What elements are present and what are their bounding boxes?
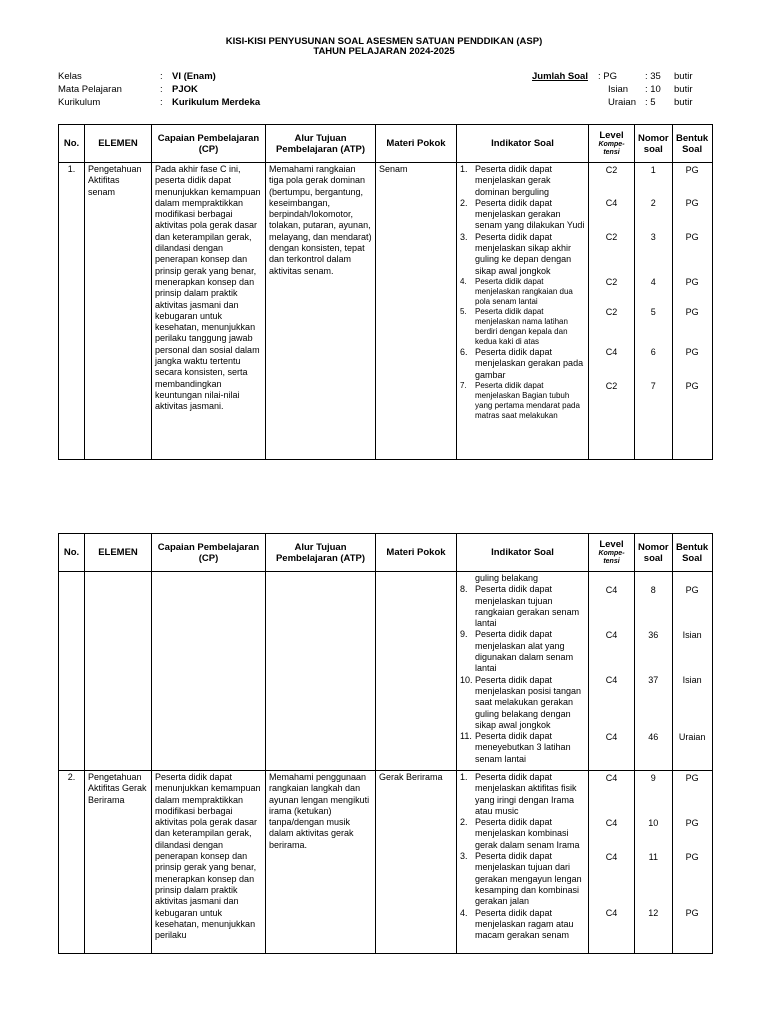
indicator-number: 8. — [460, 584, 468, 595]
indicator-number: 4. — [460, 907, 468, 918]
jumlah-soal-label: Jumlah Soal — [532, 71, 588, 82]
identity-block — [58, 70, 318, 110]
question-number: 4 — [650, 277, 656, 288]
indicator-item — [460, 198, 585, 232]
question-number: 36 — [648, 629, 659, 640]
indicator-text: Peserta didik dapat menjelaskan aktifitas fisik yang iringi dengan Irama atau music — [475, 772, 577, 816]
indicator-text: Peserta didik dapat menjelaskan Bagian tubuh yang pertama mendarat pada matras saat melakukan — [475, 380, 580, 420]
header-no: No. — [59, 125, 85, 163]
isian-label: Isian — [608, 84, 629, 95]
header-cp: Capaian Pembelajaran (CP) — [152, 125, 266, 163]
indicator-number: 10. — [460, 674, 473, 685]
kurikulum-value: Kurikulum Merdeka — [172, 97, 261, 108]
row-number: 1. — [59, 163, 85, 460]
indicator-text: Peserta didik dapat menjelaskan sikap akhir guling ke depan dengan sikap awal jongkok — [475, 231, 572, 276]
header-level-sub: Kompe-tensi — [598, 141, 625, 156]
question-type: PG — [685, 908, 699, 919]
indicator-number: 3. — [460, 851, 468, 862]
indicator-item — [460, 908, 585, 942]
level-value: C4 — [605, 772, 618, 783]
indicator-number: 4. — [460, 276, 467, 286]
unit-label: butir — [674, 71, 693, 82]
question-type: PG — [685, 164, 699, 175]
question-type: PG — [685, 772, 699, 783]
level-value: C2 — [605, 277, 618, 288]
header-elemen: ELEMEN — [85, 534, 152, 572]
level-column — [589, 163, 635, 460]
header-indikator: Indikator Soal — [457, 534, 589, 572]
header-level-label: Level — [599, 539, 624, 550]
uraian-count: : 5 — [645, 97, 656, 108]
mapel-value: PJOK — [172, 84, 198, 95]
atp-cell: Memahami rangkaian tiga pola gerak dominan (bertumpu, bergantung, keseimbangan, berpindah/lokomotor, tolakan, putaran, ayunan, melayang, dan mendarat) dengan konsisten, tepat dan terkontrol dalam aktivitas senam. — [266, 163, 376, 460]
header-level-sub: Kompe-tensi — [598, 550, 625, 565]
elemen-cell: Pengetahuan Aktifitas senam — [85, 163, 152, 460]
indicator-item — [460, 347, 585, 381]
indicator-item — [460, 772, 585, 817]
nomor-column — [635, 163, 673, 460]
indicator-text: Peserta didik dapat menjelaskan gerakan senam yang dilakukan Yudi — [475, 197, 585, 231]
level-value: C2 — [605, 232, 618, 243]
indicator-text: Peserta didik dapat menjelaskan alat yang digunakan dalam senam lantai — [475, 629, 574, 674]
elemen-cell: Pengetahuan Aktifitas Gerak Berirama — [85, 771, 152, 954]
indicator-item — [460, 851, 585, 907]
indicator-text: Peserta didik dapat menjelaskan kombinasi gerak dalam senam Irama — [475, 817, 580, 850]
indicator-item — [460, 232, 585, 277]
indicator-list — [460, 772, 585, 941]
uraian-label: Uraian — [608, 97, 636, 108]
level-value: C4 — [605, 851, 618, 862]
kisi-kisi-table-page2 — [58, 533, 713, 954]
indikator-cell — [457, 163, 589, 460]
indicator-item — [460, 675, 585, 731]
indicator-item — [460, 277, 585, 307]
indicator-text: Peserta didik dapat menjelaskan posisi tangan saat melakukan gerakan guling belakang dengan sikap awal jongkok — [475, 674, 582, 730]
unit-label: butir — [674, 97, 693, 108]
level-value: C4 — [605, 347, 618, 358]
header-level-label: Level — [599, 130, 624, 141]
question-number: 6 — [650, 347, 656, 358]
atp-cell — [266, 572, 376, 771]
indicator-number: 1. — [460, 772, 468, 782]
indicator-number: 1. — [460, 164, 468, 174]
colon: : — [160, 84, 163, 95]
header-atp: Alur Tujuan Pembelajaran (ATP) — [266, 534, 376, 572]
document-year: TAHUN PELAJARAN 2024-2025 — [313, 46, 455, 57]
atp-cell: Memahami penggunaan rangkaian langkah dan ayunan lengan mengikuti irama (ketukan) tanpa/dengan musik dalam aktivitas gerak berirama. — [266, 771, 376, 954]
indicator-item — [460, 164, 585, 198]
question-number: 3 — [650, 232, 656, 243]
question-type: PG — [685, 232, 699, 243]
indicator-text: Peserta didik dapat meneyebutkan 3 latihan senam lantai — [475, 731, 571, 764]
question-number: 46 — [648, 731, 659, 742]
indikator-cell — [457, 771, 589, 954]
question-type: PG — [685, 277, 699, 288]
cp-cell: Pada akhir fase C ini, peserta didik dapat menunjukkan kemampuan dalam mempraktikkan modifikasi berbagai aktivitas pola gerak dasar dan keterampilan gerak, dilandasi dengan penerapan konsep dan prinsip gerak yang benar, menerapkan konsep dan prinsip dalam praktik aktivitas jasmani dan kebugaran untuk kesehatan, menunjukkan perilaku tanggung jawab personal dan sosial dalam jangka waktu tertentu secara konsisten, serta membandingkan keuntungan nilai-nilai aktivitas jasmani. — [152, 163, 266, 460]
indicator-text: Peserta didik dapat menjelaskan gerak dominan berguling — [475, 164, 553, 197]
indicator-text: Peserta didik dapat menjelaskan tujuan rangkaian gerakan senam lantai — [475, 584, 580, 629]
level-value: C4 — [605, 198, 618, 209]
indicator-number: 6. — [460, 346, 468, 357]
header-nomor: Nomor soal — [635, 125, 673, 163]
bentuk-column — [672, 163, 712, 460]
level-column — [589, 771, 635, 954]
question-type: PG — [685, 381, 699, 392]
header-materi: Materi Pokok — [376, 534, 457, 572]
level-value: C4 — [605, 908, 618, 919]
question-type: Uraian — [678, 731, 706, 742]
indikator-cell — [457, 572, 589, 771]
header-elemen: ELEMEN — [85, 125, 152, 163]
question-number: 9 — [650, 772, 656, 783]
table-row — [59, 163, 713, 460]
indicator-number: 7. — [460, 380, 467, 390]
question-number: 10 — [648, 817, 659, 828]
cp-cell: Peserta didik dapat menunjukkan kemampuan dalam mempraktikkan modifikasi berbagai aktivitas pola gerak dasar dan keterampilan gerak, dilandasi dengan penerapan konsep dan prinsip gerak yang benar, menerapkan konsep dan prinsip dalam praktik aktivitas jasmani dan kebugaran untuk kesehatan, menunjukkan perilaku — [152, 771, 266, 954]
cp-cell — [152, 572, 266, 771]
indicator-number: 11. — [460, 731, 472, 742]
indicator-text: Peserta didik dapat menjelaskan nama latihan berdiri dengan kepala dan kedua kaki di atas — [475, 306, 568, 346]
nomor-column — [635, 771, 673, 954]
question-type: PG — [685, 198, 699, 209]
table-header-row — [59, 534, 713, 572]
question-type: PG — [685, 851, 699, 862]
indicator-number: 3. — [460, 231, 468, 242]
colon: : — [160, 71, 163, 82]
header-cp: Capaian Pembelajaran (CP) — [152, 534, 266, 572]
indicator-number: 2. — [460, 817, 468, 828]
unit-label: butir — [674, 84, 693, 95]
colon: : — [160, 97, 163, 108]
question-type: PG — [685, 347, 699, 358]
row-number: 2. — [59, 771, 85, 954]
indicator-carry-text: guling belakang — [475, 573, 539, 583]
question-number: 8 — [650, 584, 656, 595]
header-materi: Materi Pokok — [376, 125, 457, 163]
indicator-text: Peserta didik dapat menjelaskan rangkaian dua pola senam lantai — [475, 276, 573, 306]
indicator-text: Peserta didik dapat menjelaskan gerakan pada gambar — [475, 346, 584, 380]
table-row — [59, 572, 713, 771]
indicator-text: Peserta didik dapat menjelaskan tujuan dari gerakan mengayun lengan kesamping dan kombinasi gerakan jalan — [475, 851, 582, 907]
question-type: Isian — [682, 675, 702, 686]
question-type: PG — [685, 817, 699, 828]
level-value: C2 — [605, 381, 618, 392]
table-row — [59, 771, 713, 954]
header-level — [589, 125, 635, 163]
document-title: KISI-KISI PENYUSUNAN SOAL ASESMEN SATUAN PENDDIKAN (ASP) — [225, 36, 543, 47]
level-value: C4 — [605, 675, 618, 686]
level-value: C2 — [605, 307, 618, 318]
row-number — [59, 572, 85, 771]
question-number: 37 — [648, 675, 659, 686]
materi-cell — [376, 572, 457, 771]
level-column — [589, 572, 635, 771]
indicator-list — [460, 164, 585, 421]
kisi-kisi-table-page1 — [58, 124, 713, 460]
level-value: C4 — [605, 817, 618, 828]
bentuk-column — [672, 572, 712, 771]
header-nomor: Nomor soal — [635, 534, 673, 572]
materi-cell: Gerak Berirama — [376, 771, 457, 954]
question-number: 5 — [650, 307, 656, 318]
indicator-number: 2. — [460, 197, 468, 208]
isian-count: : 10 — [645, 84, 661, 95]
question-type: PG — [685, 584, 699, 595]
header-bentuk: Bentuk Soal — [672, 125, 712, 163]
mapel-label: Mata Pelajaran — [58, 84, 122, 95]
question-count-block — [532, 70, 732, 110]
question-number: 2 — [650, 198, 656, 209]
header-indikator: Indikator Soal — [457, 125, 589, 163]
indicator-number: 9. — [460, 629, 468, 640]
question-number: 12 — [648, 908, 659, 919]
level-value: C4 — [605, 584, 618, 595]
indicator-text: Peserta didik dapat menjelaskan ragam atau macam gerakan senam — [475, 907, 574, 941]
kelas-value: VI (Enam) — [172, 71, 216, 82]
materi-cell: Senam — [376, 163, 457, 460]
kurikulum-label: Kurikulum — [58, 97, 101, 108]
question-type: Isian — [682, 629, 702, 640]
pg-count: : 35 — [645, 71, 661, 82]
question-number: 7 — [650, 381, 656, 392]
header-no: No. — [59, 534, 85, 572]
indicator-number: 5. — [460, 306, 467, 316]
table-header-row — [59, 125, 713, 163]
level-value: C4 — [605, 629, 618, 640]
indicator-item — [460, 307, 585, 347]
list-item — [460, 573, 585, 584]
pg-label: : PG — [598, 71, 618, 82]
nomor-column — [635, 572, 673, 771]
indicator-item — [460, 629, 585, 674]
elemen-cell — [85, 572, 152, 771]
indicator-list — [460, 584, 585, 765]
indicator-item — [460, 817, 585, 851]
header-bentuk: Bentuk Soal — [672, 534, 712, 572]
indicator-item — [460, 381, 585, 421]
indicator-item — [460, 731, 585, 765]
level-value: C2 — [605, 164, 618, 175]
kelas-label: Kelas — [58, 71, 82, 82]
header-level — [589, 534, 635, 572]
question-number: 11 — [648, 851, 658, 862]
bentuk-column — [672, 771, 712, 954]
question-type: PG — [685, 307, 699, 318]
question-number: 1 — [650, 164, 656, 175]
indicator-item — [460, 584, 585, 629]
level-value: C4 — [605, 731, 618, 742]
header-atp: Alur Tujuan Pembelajaran (ATP) — [266, 125, 376, 163]
